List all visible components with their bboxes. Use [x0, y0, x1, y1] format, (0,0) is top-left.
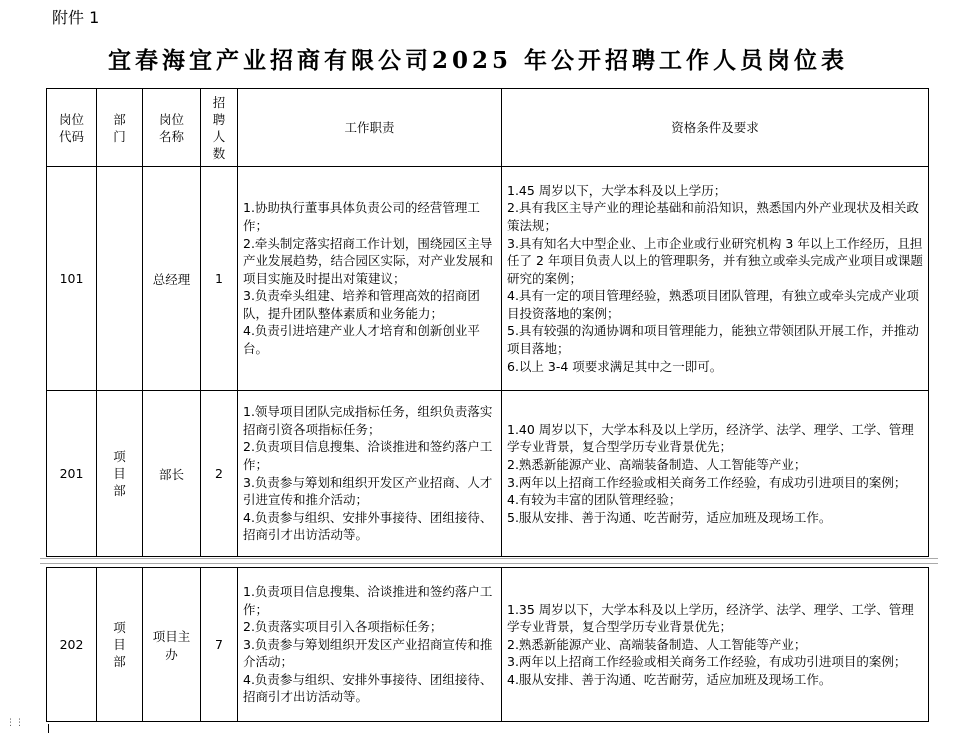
row-name: 项目主 办: [143, 568, 201, 722]
header-count: 招 聘 人 数: [201, 89, 238, 167]
page-break-line: [40, 558, 938, 559]
header-name: 岗位 名称: [143, 89, 201, 167]
attachment-label: 附件 1: [52, 8, 100, 27]
header-dept: 部 门: [97, 89, 143, 167]
row-requirements: 1.45 周岁以下，大学本科及以上学历； 2.具有我区主导产业的理论基础和前沿知识，熟悉国内外产业现状及相关政策法规； 3.具有知名大中型企业、上市企业或行业研究机构 3 年以上工作经历，且担任了 2 年项目负责人以上的管理职务，并有独立或牵头完成产业项目或课题研究的案例； 4.具有一定的项目管理经验，熟悉项目团队管理，有独立或牵头完成产业项目投资落地的案例； 5.具有较强的沟通协调和项目管理能力，能独立带领团队开展工作，并推动项目落地； 6.以上 3-4 项要求满足其中之一即可。: [502, 167, 929, 391]
page-title: 宜春海宜产业招商有限公司2025 年公开招聘工作人员岗位表: [107, 47, 849, 74]
row-count: 7: [201, 568, 238, 722]
row-code: 201: [47, 391, 97, 557]
positions-table-page1: [46, 88, 929, 557]
row-requirements: 1.35 周岁以下，大学本科及以上学历，经济学、法学、理学、工学、管理学专业背景，复合型学历专业背景优先； 2.熟悉新能源产业、高端装备制造、人工智能等产业； 3.两年以上招商工作经验或相关商务工作经验，有成功引进项目的案例； 4.服从安排、善于沟通、吃苦耐劳，适应加班及现场工作。: [502, 568, 929, 722]
header-code: 岗位 代码: [47, 89, 97, 167]
row-name: 部长: [143, 391, 201, 557]
table-row: [47, 167, 929, 391]
row-count: 2: [201, 391, 238, 557]
header-requirements: 资格条件及要求: [502, 89, 929, 167]
row-duties: 1.协助执行董事具体负责公司的经营管理工作； 2.牵头制定落实招商工作计划，围绕园区主导产业发展趋势，结合园区实际，对产业发展和项目实施及时提出对策建议； 3.负责牵头组建、培养和管理高效的招商团队，提升团队整体素质和业务能力； 4.负责引进培建产业人才培育和创新创业平台。: [238, 167, 502, 391]
row-code: 101: [47, 167, 97, 391]
row-duties: 1.负责项目信息搜集、洽谈推进和签约落户工作； 2.负责落实项目引入各项指标任务； 3.负责参与筹划组织开发区产业招商宣传和推介活动； 4.负责参与组织、安排外事接待、团组接待、招商引才出访活动等。: [238, 568, 502, 722]
row-dept: [97, 167, 143, 391]
table-row: [47, 568, 929, 722]
positions-table-page2: [46, 567, 929, 722]
drag-handle-icon[interactable]: ⋮⋮: [6, 718, 24, 728]
table-header-row: [47, 89, 929, 167]
row-count: 1: [201, 167, 238, 391]
table-row: [47, 391, 929, 557]
row-dept: 项 目 部: [97, 568, 143, 722]
row-code: 202: [47, 568, 97, 722]
page-break-line: [40, 563, 938, 564]
header-duties: 工作职责: [238, 89, 502, 167]
row-requirements: 1.40 周岁以下，大学本科及以上学历，经济学、法学、理学、工学、管理学专业背景，复合型学历专业背景优先； 2.熟悉新能源产业、高端装备制造、人工智能等产业； 3.两年以上招商工作经验或相关商务工作经验，有成功引进项目的案例； 4.有较为丰富的团队管理经验； 5.服从安排、善于沟通、吃苦耐劳，适应加班及现场工作。: [502, 391, 929, 557]
row-name: 总经理: [143, 167, 201, 391]
row-dept: 项 目 部: [97, 391, 143, 557]
row-duties: 1.领导项目团队完成指标任务，组织负责落实招商引资各项指标任务； 2.负责项目信息搜集、洽谈推进和签约落户工作； 3.负责参与筹划和组织开发区产业招商、人才引进宣传和推介活动； 4.负责参与组织、安排外事接待、团组接待、招商引才出访活动等。: [238, 391, 502, 557]
